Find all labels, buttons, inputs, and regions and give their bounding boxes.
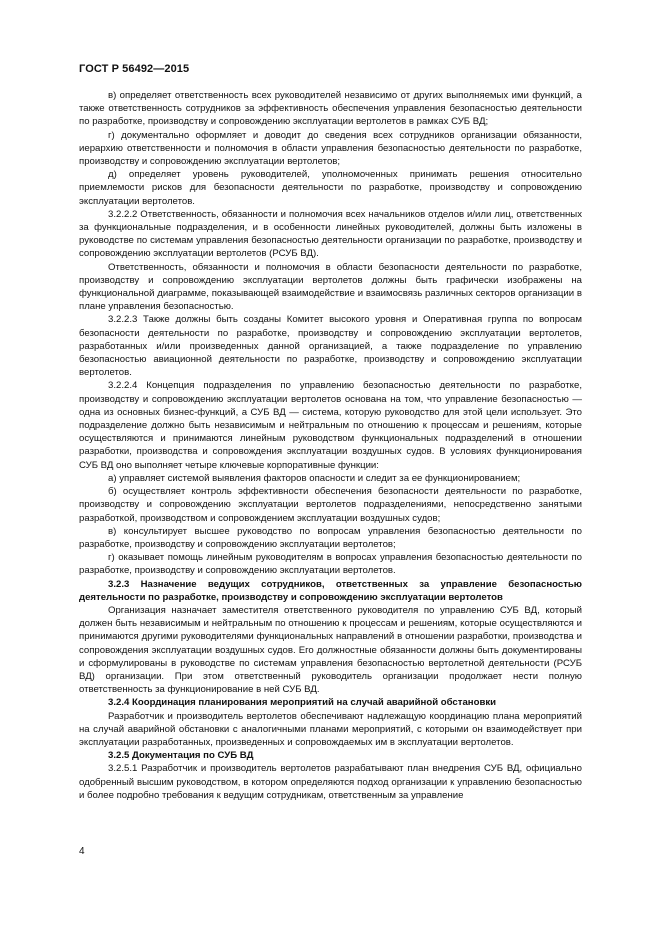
paragraph: а) управляет системой выявления факторов опасности и следит за ее функционированием; <box>108 472 521 484</box>
document-header: ГОСТ Р 56492—2015 <box>79 63 190 75</box>
paragraph: 3.2.2.4 Концепция подразделения по управлению безопасностью деятельности по разработке, производству и сопровождению эксплуатации вертолетов основана на том, что управление безопасностью — одна из основных бизнес-функций, а СУБ ВД — система, которую руководство для этой цели использует. Это подразделение должно быть независимым и нейтральным по отношению к процессам и решениям, которые осуществляются и принимаются линейным руководством функциональных подразделений в отношении разработки, производства и сопровождения эксплуатации воздушных судов. В условиях функционирования СУБ ВД оно выполняет четыре ключевые корпоративные функции: <box>79 380 582 471</box>
paragraph: 3.2.2.2 Ответственность, обязанности и полномочия всех начальников отделов и/или лиц, ответственных за функциональные подразделения, и в особенности линейных руководителей, должны быть изложены в руководстве по системам управления безопасностью деятельности организации по разработке, производству и сопровождению эксплуатации вертолетов (РСУБ ВД). <box>79 208 582 260</box>
section-heading-3-2-3: 3.2.3 Назначение ведущих сотрудников, ответственных за управление безопасностью деятельности по разработке, производству и сопровождению эксплуатации вертолетов <box>79 578 582 603</box>
section-heading-3-2-5: 3.2.5 Документация по СУБ ВД <box>108 750 254 762</box>
paragraph: г) оказывает помощь линейным руководителям в вопросах управления безопасностью деятельности по разработке, производству и сопровождению эксплуатации вертолетов. <box>79 552 582 577</box>
section-text-3-2-3: Организация назначает заместителя ответственного руководителя по управлению СУБ ВД, который должен быть независимым и нейтральным по отношению к процессам и решениям, которые осуществляются и принимаются другими руководителями функциональных направлений в отношении разработки, производства и сопровождения эксплуатации воздушных судов. Его должностные обязанности должны быть документированы и сформулированы в руководстве по системам управления безопасностью вертолетной деятельности (РСУБ ВД) организации. При этом ответственный руководитель организации продолжает нести полную ответственность за функционирование в ней СУБ ВД. <box>79 604 582 696</box>
section-text-3-2-5: 3.2.5.1 Разработчик и производитель вертолетов разрабатывают план внедрения СУБ ВД, официально одобренный высшим руководством, в котором определяются подход организации к управлению безопасностью и более подробно требования к ведущим сотрудникам, ответственным за управление <box>79 763 582 801</box>
paragraph: 3.2.2.3 Также должны быть созданы Комитет высокого уровня и Оперативная группа по вопросам безопасности деятельности по разработке, производству и сопровождению эксплуатации вертолетов, разработанных и/или произведенных данной организацией, а также подразделение по управлению безопасностью авиационной деятельности по разработке, производству и сопровождению эксплуатации вертолетов. <box>79 314 582 379</box>
paragraph: Ответственность, обязанности и полномочия в области безопасности деятельности по разработке, производству и сопровождению эксплуатации вертолетов должны быть графически изображены на функциональной диаграмме, показывающей взаимодействие и взаимосвязь различных секторов организации в плане управления безопасностью. <box>79 261 582 313</box>
section-heading-3-2-4: 3.2.4 Координация планирования мероприятий на случай аварийной обстановки <box>108 697 497 709</box>
paragraph: б) осуществляет контроль эффективности обеспечения безопасности деятельности по разработке, производству и сопровождению эксплуатации вертолетов подразделениями, непосредственно занятыми разработкой, производством и сопровождением эксплуатации воздушных судов; <box>79 486 582 524</box>
paragraph: в) определяет ответственность всех руководителей независимо от других выполняемых ими функций, а также ответственность сотрудников за эффективность обеспечения управления безопасностью деятельности по разработке, производству и сопровождению эксплуатации вертолетов в рамках СУБ ВД; <box>79 90 582 128</box>
paragraph: д) определяет уровень руководителей, уполномоченных принимать решения относительно приемлемости рисков для безопасности деятельности по разработке, производству и сопровождению эксплуатации вертолетов. <box>79 169 582 207</box>
section-text-3-2-4: Разработчик и производитель вертолетов обеспечивают надлежащую координацию плана мероприятий на случай аварийной обстановки с аналогичными планами мероприятий, с которыми он взаимодействует при эксплуатации разработанных, произведенных и сопровождаемых им в эксплуатации вертолетов. <box>79 710 582 748</box>
page-body <box>79 89 582 802</box>
paragraph: в) консультирует высшее руководство по вопросам управления безопасностью деятельности по разработке, производству и сопровождению эксплуатации вертолетов; <box>79 525 582 550</box>
paragraph: г) документально оформляет и доводит до сведения всех сотрудников организации обязанности, иерархию ответственности и полномочия в области управления безопасностью деятельности по разработке, производству и сопровождению эксплуатации вертолетов; <box>79 129 582 168</box>
page-number: 4 <box>79 846 85 857</box>
